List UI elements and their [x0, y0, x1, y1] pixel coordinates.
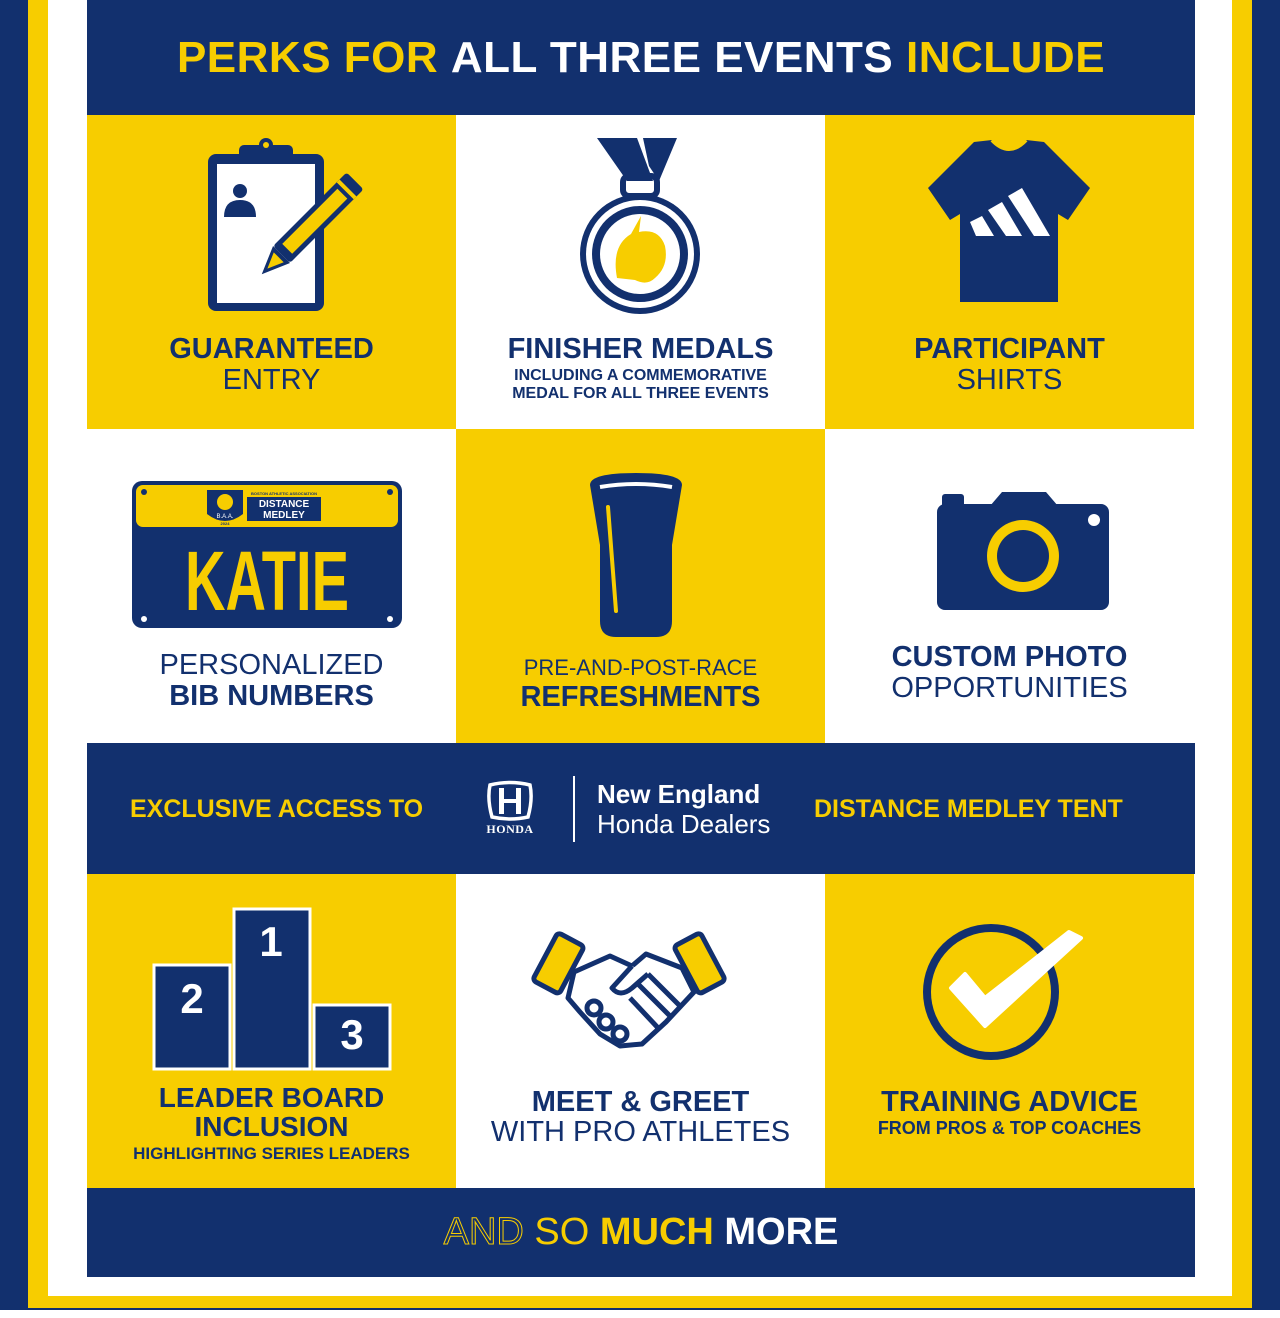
exclusive-access-banner: [87, 743, 1195, 874]
perk-subtitle: OPPORTUNITIES: [891, 672, 1128, 704]
perk-title: PARTICIPANT: [914, 333, 1105, 365]
footer-much: MUCH: [599, 1211, 714, 1253]
perk-subtitle: ENTRY: [222, 364, 321, 396]
bib-org: BOSTON ATHLETIC ASSOCIATION: [251, 491, 317, 496]
podium-second: 2: [180, 975, 204, 1022]
perk-title: LEADER BOARD: [158, 1082, 385, 1113]
footer-more: MORE: [724, 1211, 839, 1253]
footer-so: SO: [534, 1211, 590, 1253]
bib-icon: [131, 480, 403, 630]
medal-icon: [575, 136, 705, 318]
shirt-icon: [924, 136, 1094, 306]
bib-logo-text: B.A.A.: [216, 514, 234, 520]
honda-wordmark: HONDA: [486, 822, 534, 836]
perk-title: GUARANTEED: [169, 333, 374, 365]
perk-detail: INCLUDING A COMMEMORATIVE: [514, 367, 767, 384]
title-include: INCLUDE: [905, 32, 1106, 82]
perk-training-advice: [825, 874, 1194, 1188]
perk-title: TRAINING ADVICE: [881, 1086, 1138, 1118]
perk-detail: MEDAL FOR ALL THREE EVENTS: [512, 385, 769, 402]
title-all-three-events: ALL THREE EVENTS: [450, 32, 894, 82]
perk-detail: FROM PROS & TOP COACHES: [877, 1118, 1142, 1138]
bib-name: KATIE: [185, 534, 349, 628]
podium-icon: [151, 906, 394, 1072]
podium-first: 1: [259, 918, 283, 965]
perk-title: MEET & GREET: [531, 1086, 750, 1118]
honda-logo-icon: [468, 779, 552, 835]
dealer-line1: New England: [597, 779, 761, 809]
perk-title: INCLUSION: [194, 1111, 349, 1142]
checkmark-icon: [917, 914, 1087, 1064]
perk-subtitle: SHIRTS: [956, 364, 1063, 396]
perks-card: [87, 0, 1195, 1277]
banner-right-text: DISTANCE MEDLEY TENT: [814, 795, 1123, 823]
handshake-icon: [536, 926, 722, 1054]
perk-detail: HIGHLIGHTING SERIES LEADERS: [133, 1144, 410, 1163]
perk-participant-shirts: [825, 115, 1194, 429]
perk-refreshments: [456, 429, 825, 743]
banner-divider: [573, 776, 575, 842]
pint-glass-icon: [586, 471, 686, 641]
perk-guaranteed-entry: [87, 115, 456, 429]
perk-custom-photo: [825, 429, 1194, 743]
title-perks-for: PERKS FOR: [176, 32, 439, 82]
perk-title: FINISHER MEDALS: [507, 333, 774, 365]
bib-badge-line1: DISTANCE: [258, 499, 310, 510]
perk-title: PRE-AND-POST-RACE: [523, 655, 758, 680]
perk-leader-board: [87, 874, 456, 1188]
dealer-line2: Honda Dealers: [597, 809, 771, 839]
banner-left-text: EXCLUSIVE ACCESS TO: [130, 795, 424, 823]
clipboard-pencil-icon: [197, 135, 367, 320]
camera-icon: [936, 490, 1111, 612]
perk-personalized-bib: [87, 429, 456, 743]
bib-badge-line2: MEDLEY: [263, 510, 305, 521]
perk-title: PERSONALIZED: [159, 649, 384, 681]
perk-subtitle: BIB NUMBERS: [169, 680, 374, 712]
podium-third: 3: [340, 1011, 364, 1058]
perk-finisher-medals: [456, 115, 825, 429]
page-title: [87, 0, 1195, 115]
perk-title: CUSTOM PHOTO: [891, 641, 1128, 673]
footer-and: AND: [443, 1211, 524, 1253]
perk-subtitle: REFRESHMENTS: [520, 681, 761, 713]
perk-meet-greet: [456, 874, 825, 1188]
perk-subtitle: WITH PRO ATHLETES: [490, 1116, 791, 1148]
bib-year: 2024: [220, 521, 230, 526]
footer-tagline: [87, 1188, 1195, 1277]
